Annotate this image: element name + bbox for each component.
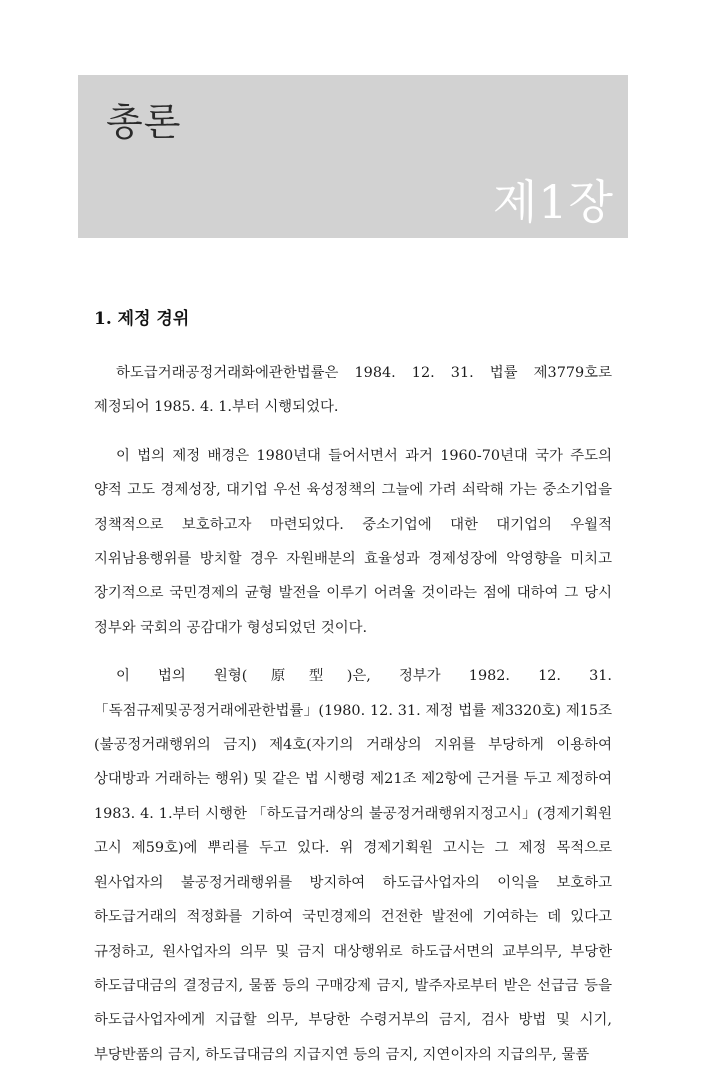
paragraph-enactment: 하도급거래공정거래화에관한법률은 1984. 12. 31. 법률 제3779호로 제정되어 1985. 4. 1.부터 시행되었다. <box>94 365 612 416</box>
paragraph-origin: 이 법의 원형(原型)은, 정부가 1982. 12. 31. 「독점규제및공정거래에관한법률」(1980. 12. 31. 제정 법률 제3320호) 제15조(불공정거래행위의 금지) 제4호(자기의 거래상의 지위를 부당하게 이용하여 상대방과 거래하는 행위) 및 같은 법 시행령 제21조 제2항에 근거를 두고 제정하여 1983. 4. 1.부터 시행한 「하도급거래상의 불공정거래행위지정고시」(경제기획원 고시 제59호)에 뿌리를 두고 있다. 위 경제기획원 고시는 그 제정 목적으로 원사업자의 불공정거래행위를 방지하여 하도급사업자의 이익을 보호하고 하도급거래의 적정화를 기하여 국민경제의 건전한 발전에 기여하는 데 있다고 규정하고, 원사업자의 의무 및 금지 대상행위로 하도급서면의 교부의무, 부당한 하도급대금의 결정금지, 물품 등의 구매강제 금지, 발주자로부터 받은 선급금 등을 하도급사업자에게 지급할 의무, 부당한 수령거부의 금지, 검사 방법 및 시기, 부당반품의 금지, 하도급대금의 지급지연 등의 금지, 지연이자의 지급의무, 물품 <box>94 668 612 1063</box>
chapter-number-label: 제1장 <box>492 175 614 229</box>
paragraph-background: 이 법의 제정 배경은 1980년대 들어서면서 과거 1960-70년대 국가 주도의 양적 고도 경제성장, 대기업 우선 육성정책의 그늘에 가려 쇠락해 가는 중소기업을 정책적으로 보호하고자 마련되었다. 중소기업에 대한 대기업의 우월적 지위남용행위를 방치할 경우 자원배분의 효율성과 경제성장에 악영향을 미치고 장기적으로 국민경제의 균형 발전을 이루기 어려울 것이라는 점에 대하여 그 당시 정부와 국회의 공감대가 형성되었던 것이다. <box>94 447 612 636</box>
section-heading: 1. 제정 경위 <box>94 309 190 329</box>
chapter-part-title: 총론 <box>106 100 182 144</box>
body-text <box>94 356 612 1086</box>
chapter-banner <box>78 75 628 238</box>
